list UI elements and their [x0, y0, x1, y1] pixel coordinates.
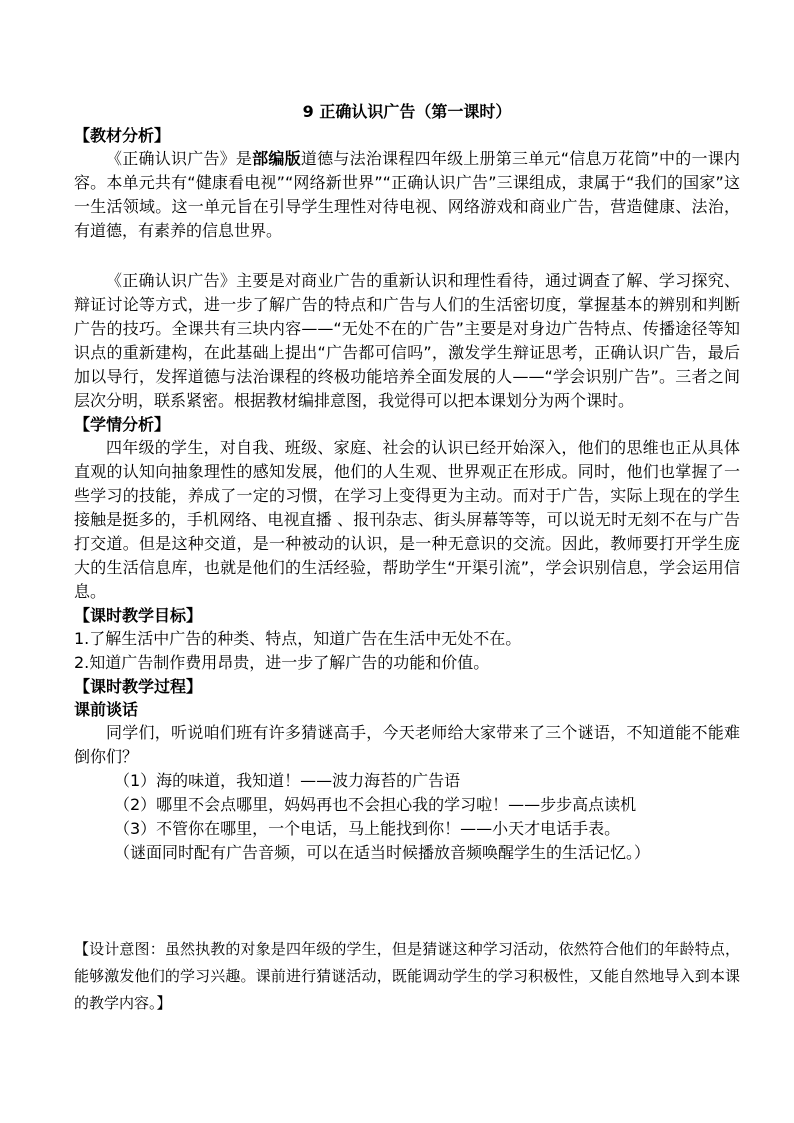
material-p1-bold: 部编版 [252, 149, 301, 168]
material-paragraph-1 [74, 147, 740, 243]
document-title: 9 正确认识广告（第一课时） [302, 102, 512, 121]
riddle-item: （2）哪里不会点哪里，妈妈再也不会担心我的学习啦！——步步高点读机 [114, 795, 637, 814]
subheading-pre-class-talk: 课前谈话 [74, 700, 139, 719]
process-intro: 同学们，听说咱们班有许多猜谜高手，今天老师给大家带来了三个谜语，不知道能不能难倒你们？ [74, 723, 740, 766]
material-p1-rest: 道德与法治课程四年级上册第三单元“信息万花筒”中的一课内容。本单元共有“健康看电视”“网络新世界”“正确认识广告”三课组成，隶属于“我们的国家”这一生活领域。这一单元旨在引导学生理性对待电视、网络游戏和商业广告，营造健康、法治，有道德，有素养的信息世界。 [74, 149, 740, 240]
heading-student-analysis: 【学情分析】 [74, 415, 171, 434]
student-paragraph: 四年级的学生，对自我、班级、家庭、社会的认识已经开始深入，他们的思维也正从具体直观的认知向抽象理性的感知发展，他们的人生观、世界观正在形成。同时，他们也掌握了一些学习的技能，养成了一定的习惯，在学习上变得更为主动。而对于广告，实际上现在的学生接触是挺多的，手机网络、电视直播 、报刊杂志、街头屏幕等等，可以说无时无刻不在与广告打交道。但是这种交道，是一种被动的认识，是一种无意识的交流。因此，教师要打开学生庞大的生活信息库，也就是他们的生活经验，帮助学生“开渠引流”，学会识别信息，学会运用信息。 [74, 438, 740, 601]
riddle-item: （1）海的味道，我知道！——波力海苔的广告语 [114, 771, 461, 790]
material-p1-start: 《正确认识广告》是 [106, 149, 253, 168]
document-body [74, 100, 740, 865]
objective-item: 1.了解生活中广告的种类、特点，知道广告在生活中无处不在。 [74, 629, 522, 648]
objective-item: 2.知道广告制作费用昂贵，进一步了解广告的功能和价值。 [74, 653, 490, 672]
material-paragraph-2: 《正确认识广告》主要是对商业广告的重新认识和理性看待，通过调查了解、学习探究、辩证讨论等方式，进一步了解广告的特点和广告与人们的生活密切度，掌握基本的辨别和判断广告的技巧。全课共有三块内容——“无处不在的广告”主要是对身边广告特点、传播途径等知识点的重新建构，在此基础上提出“广告都可信吗”，激发学生辩证思考，正确认识广告，最后加以导行，发挥道德与法治课程的终极功能培养全面发展的人——“学会识别广告”。三者之间层次分明，联系紧密。根据教材编排意图，我觉得可以把本课划分为两个课时。 [74, 271, 740, 410]
heading-objectives: 【课时教学目标】 [74, 606, 203, 625]
design-intent-note: 【设计意图：虽然执教的对象是四年级的学生，但是猜谜这种学习活动，依然符合他们的年龄特点，能够激发他们的学习兴趣。课前进行猜谜活动，既能调动学生的学习积极性，又能自然地导入到本课的教学内容。】 [74, 940, 740, 1012]
riddle-item: （3）不管你在哪里，一个电话，马上能找到你！——小天才电话手表。 [114, 819, 621, 838]
riddle-note: （谜面同时配有广告音频，可以在适当时候播放音频唤醒学生的生活记忆。） [114, 843, 651, 862]
heading-process: 【课时教学过程】 [74, 677, 203, 696]
paragraph-gap [74, 243, 740, 269]
heading-material-analysis: 【教材分析】 [74, 126, 171, 145]
